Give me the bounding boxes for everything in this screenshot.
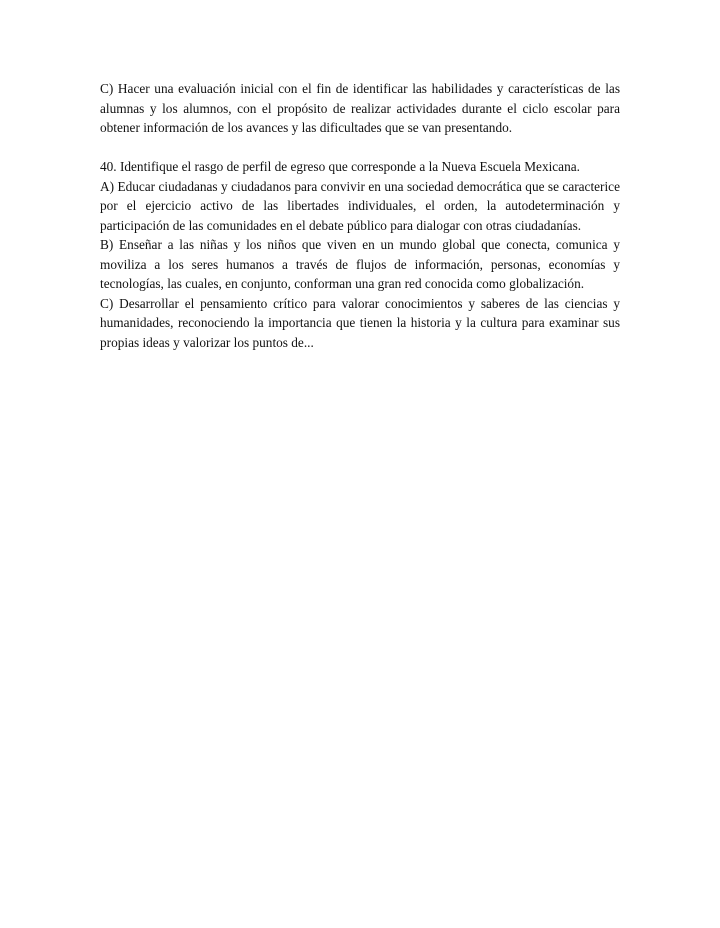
question-40: 40. Identifique el rasgo de perfil de egreso que corresponde a la Nueva Escuela Mexicana. [100,159,580,174]
document-body [100,79,620,352]
answer-option-c-previous: C) Hacer una evaluación inicial con el fin de identificar las habilidades y características de las alumnas y los alumnos, con el propósito de realizar actividades durante el ciclo escolar para obtener información de los avances y las dificultades que se van presentando. [100,81,620,135]
answer-option-a: A) Educar ciudadanas y ciudadanos para convivir en una sociedad democrática que se caracterice por el ejercicio activo de las libertades individuales, el orden, la autodeterminación y participación de las comunidades en el debate público para dialogar con otras ciudadanías. [100,178,620,233]
answer-option-c: C) Desarrollar el pensamiento crítico para valorar conocimientos y saberes de las ciencias y humanidades, reconociendo la importancia que tienen la historia y la cultura para examinar sus propias ideas y valorizar los puntos de... [100,295,620,350]
answer-option-b: B) Enseñar a las niñas y los niños que viven en un mundo global que conecta, comunica y moviliza a los seres humanos a través de flujos de información, personas, economías y tecnologías, las cuales, en conjunto, conforman una gran red conocida como globalización. [100,237,620,291]
paragraph-spacer [100,138,620,158]
